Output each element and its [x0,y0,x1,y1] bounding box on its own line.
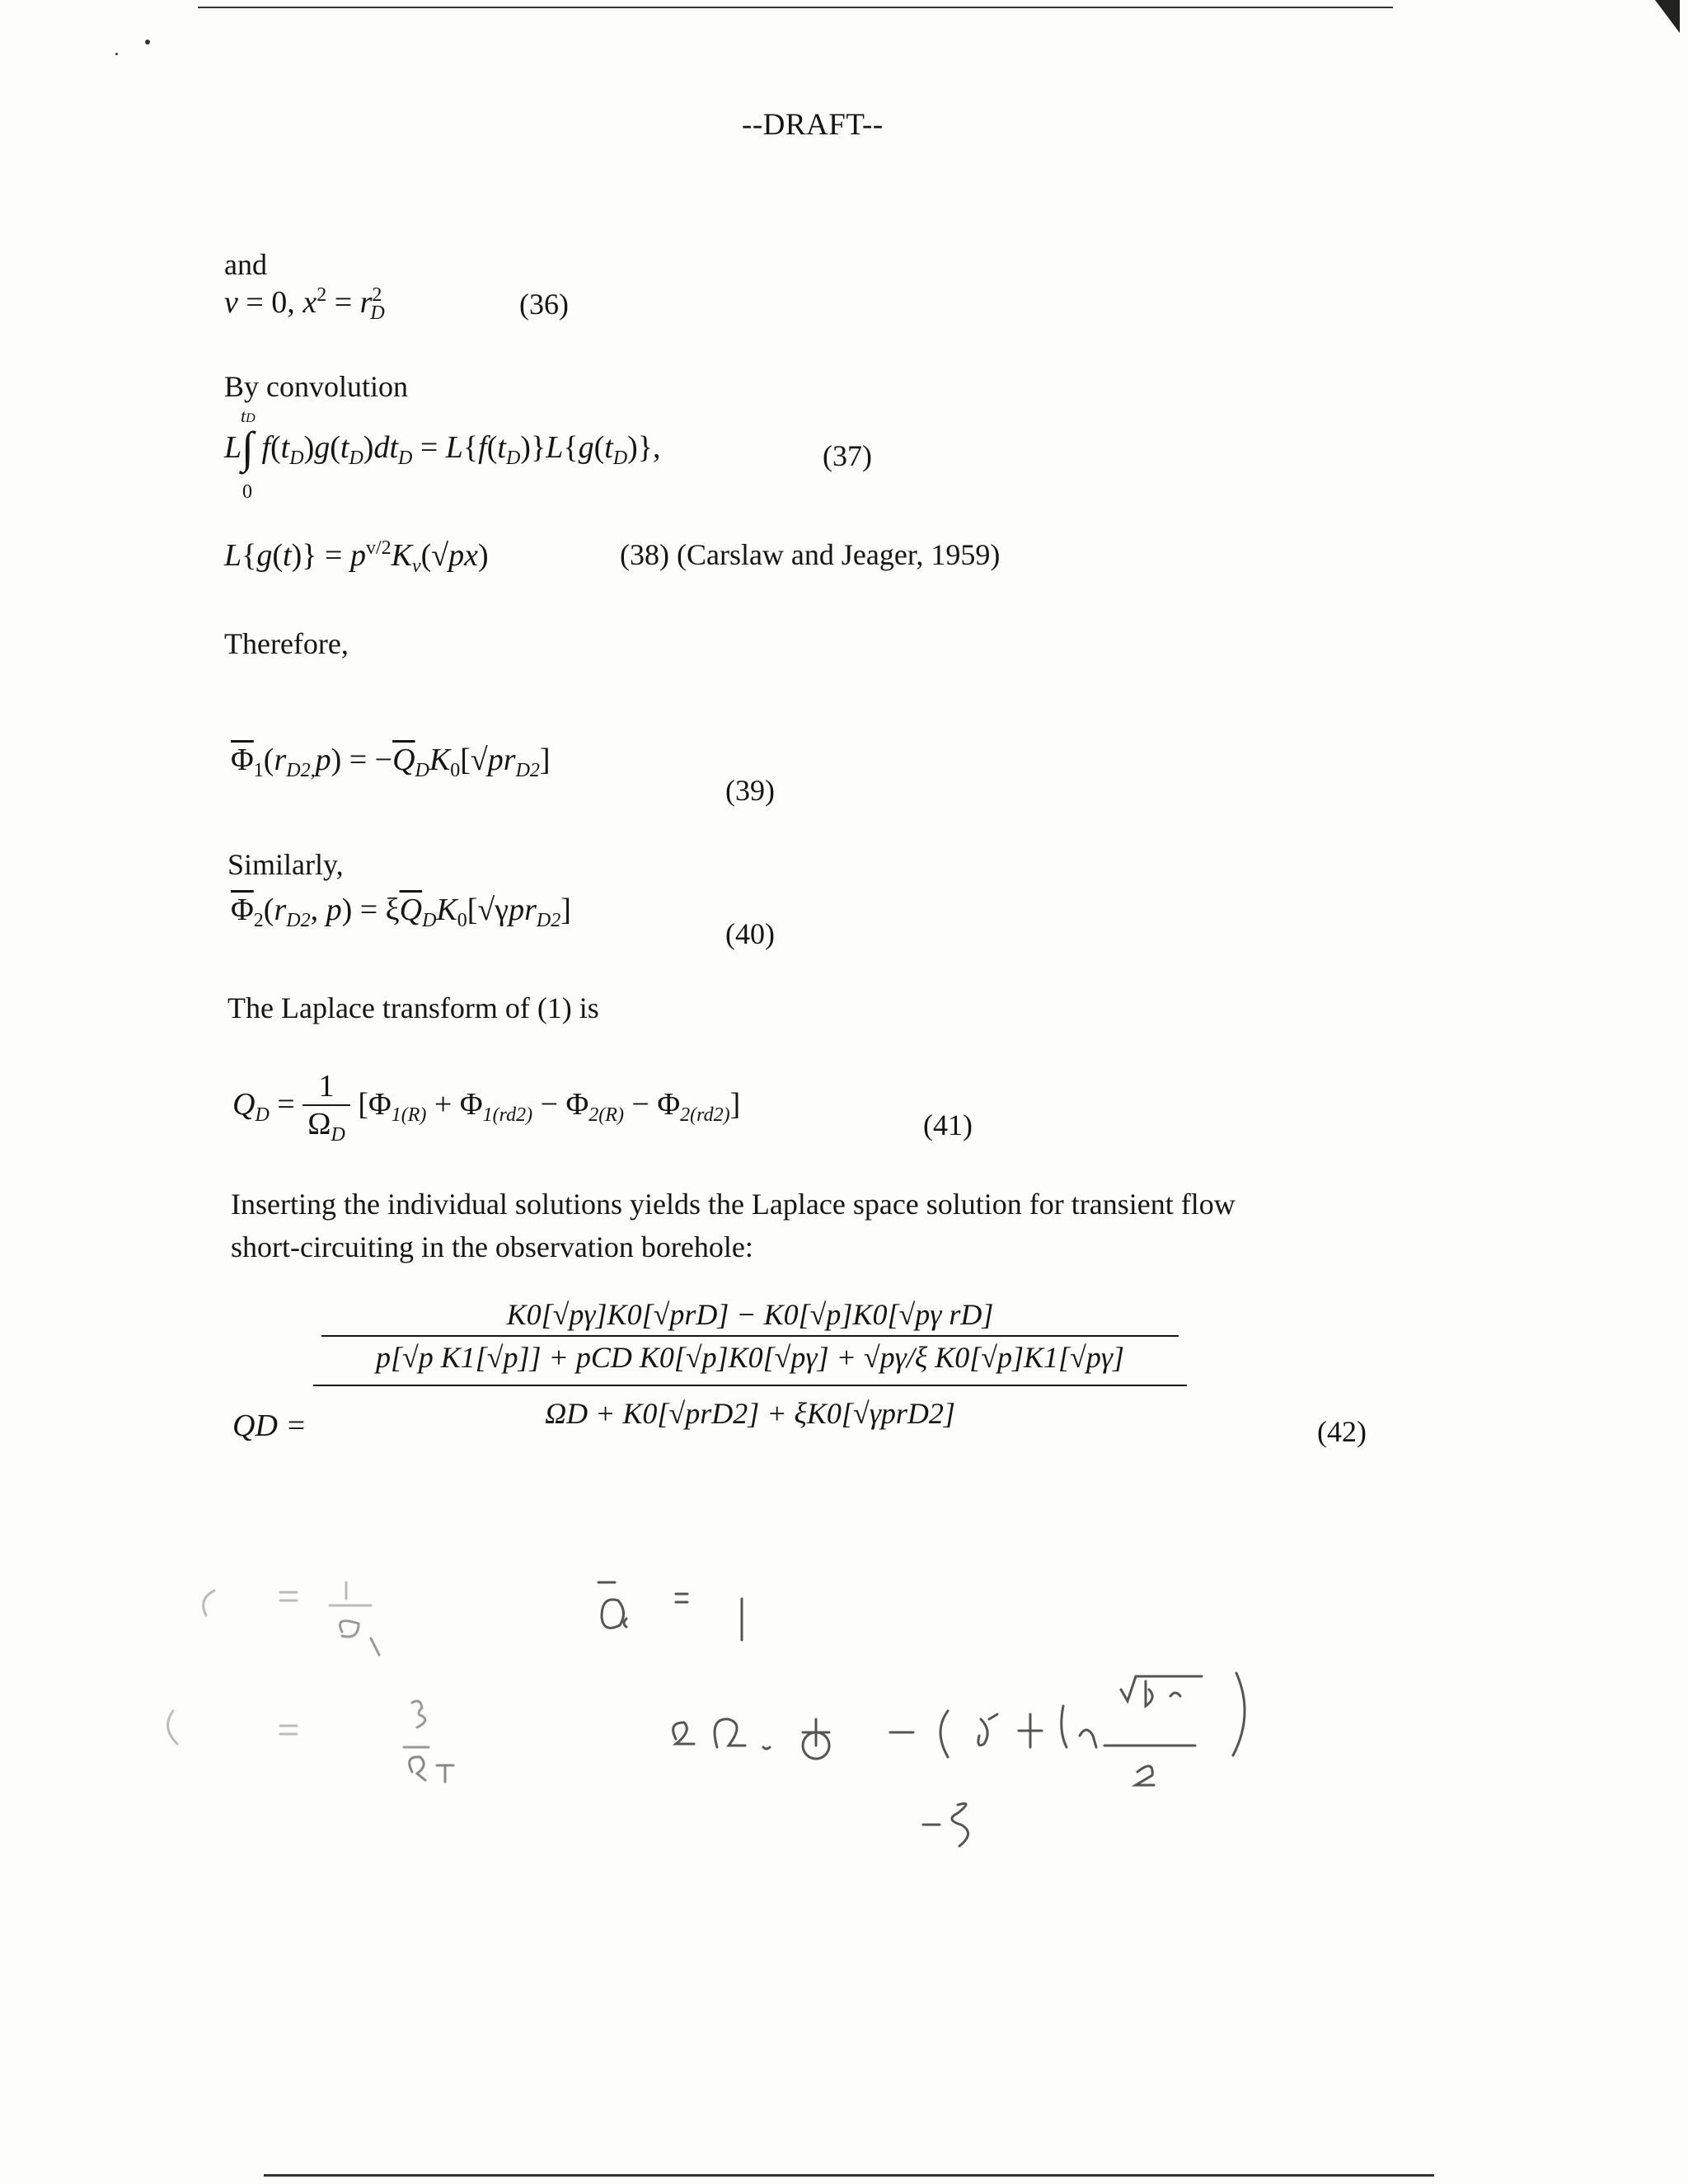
equation-number-39: (39) [725,774,775,807]
text-similarly: Similarly, [227,848,344,881]
fraction-1-over-omega: $\frac{1}{\Omega_D}$ [302,1068,350,1146]
equation-42-denominator: ΩD + K0[√prD2] + ξK0[√γprD2] [545,1397,955,1430]
equation-number-40: (40) [725,917,775,950]
equation-number-37: (37) [823,439,872,472]
equation-36: v = 0, $x^2 = r^2_D$ [224,284,385,324]
equation-38: $L\{g(t)\} = p^{v/2}K_v(√px)$ [224,537,489,577]
text-laplace-transform: The Laplace transform of (1) is [227,991,599,1024]
equation-42-numerator-bottom: p[√p K1[√p]] + pCD K0[√p]K0[√pγ] + √pγ/ξ K0[√p]K1[√pγ] [375,1341,1125,1374]
corner-scan-mark [1655,0,1680,33]
handwritten-notes [165,1549,1319,1896]
text-by-convolution: By convolution [224,370,408,403]
text-inserting-line-1: Inserting the individual solutions yields the Laplace space solution for transient flow [231,1188,1236,1221]
equation-42-lhs: QD = [232,1408,307,1443]
text-therefore: Therefore, [224,627,349,660]
equation-number-41: (41) [923,1108,973,1141]
scan-speck [145,40,150,45]
draft-header: --DRAFT-- [742,108,884,142]
scan-speck [115,53,118,55]
main-fraction-bar [313,1385,1187,1386]
equation-number-42: (42) [1317,1415,1367,1448]
top-border-line [198,7,1393,8]
equation-39: $\overline{\Phi}_1(r_{D2,}p) = -\overline{Q}_DK_0[√pr_{D2}]$ [231,743,551,781]
equation-40: $\overline{\Phi}_2(r_{D2}$, $p) = \xi\overline{Q}_DK_0[√\gamma pr_{D2}]$ [231,893,571,931]
text-and: and [224,248,267,281]
equation-41: $Q_D$ = $\frac{1}{\Omega_D}$ $[\Phi_{1(R)} + \Phi_{1(rd2)} - \Phi_{2(R)} - \Phi_{2(rd2)}]$ [232,1069,741,1146]
equation-42-fraction [313,1294,1187,1434]
text-inserting-line-2: short-circuiting in the observation borehole: [231,1230,753,1263]
equation-42-numerator-top: K0[√pγ]K0[√prD] − K0[√p]K0[√pγ rD] [506,1298,994,1331]
equation-37: tD L∫ 0 $f(t_D)g(t_D)dt_D = L\{f(t_D)\}L\{g(t_D)\}$, [224,405,661,503]
bottom-border-line [264,2174,1434,2177]
equation-number-36: (36) [519,288,569,321]
equation-number-38: (38) (Carslaw and Jeager, 1959) [620,538,1001,571]
